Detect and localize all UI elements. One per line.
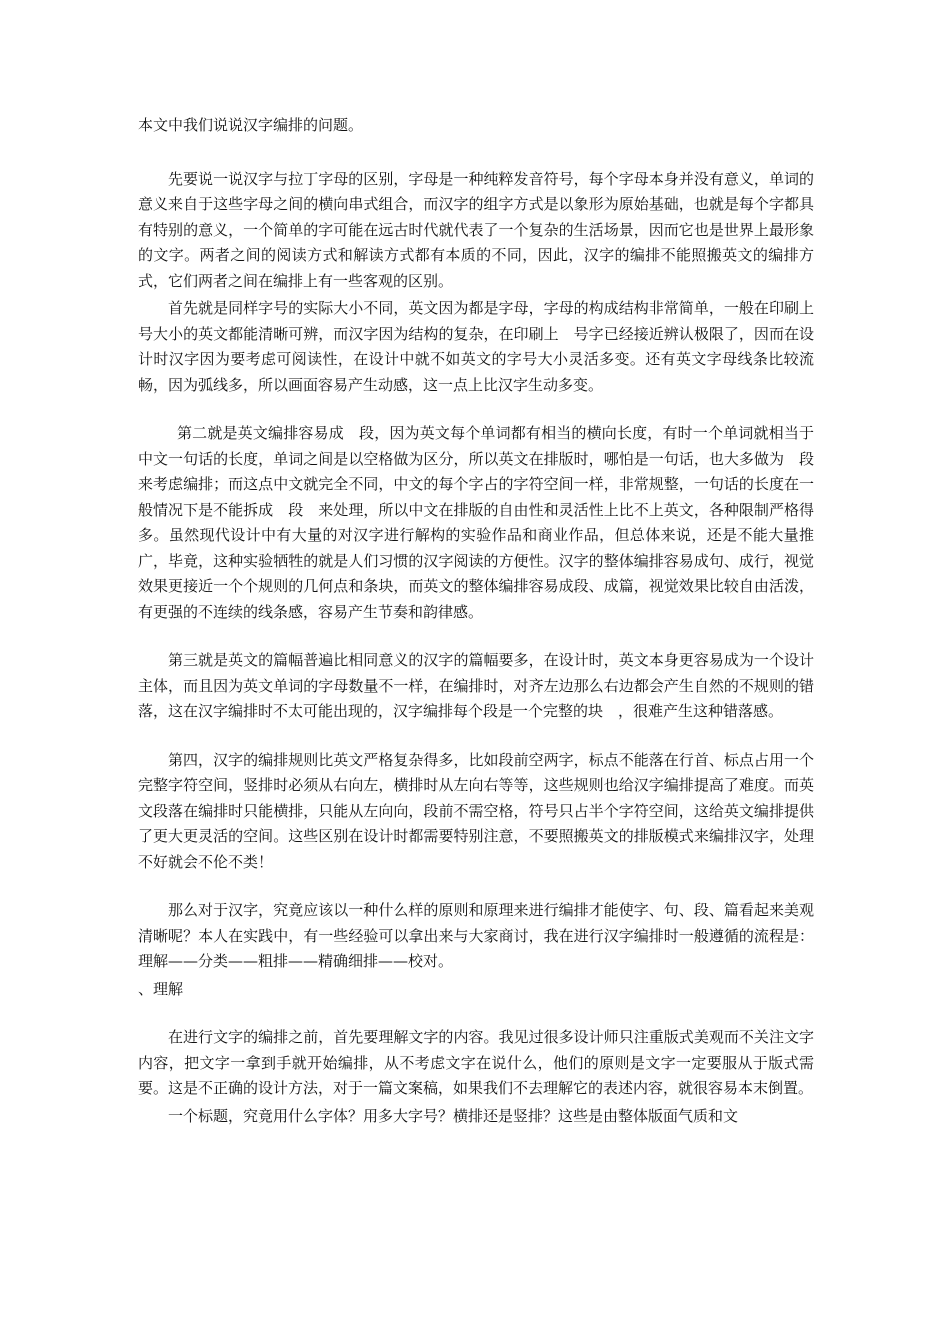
paragraph-second-point: 第二就是英文编排容易成 段，因为英文每个单词都有相当的横向长度，有时一个单词就相当于中文一句话的长度，单词之间是以空格做为区分，所以英文在排版时，哪怕是一句话，也大多做为 段 来考虑编排；而这点中文就完全不同，中文的每个字占的字符空间一样，非常规整，一句话的长度在一般情况下是不能拆成 段 来处理，所以中文在排版的自由性和灵活性上比不上英文，各种限制严格得多。虽然现代设计中有大量的对汉字进行解构的实验作品和商业作品，但总体来说，还是不能大量推广，毕竟，这种实验牺牲的就是人们习惯的汉字阅读的方便性。汉字的整体编排容易成句、成行，视觉效果更接近一个个规则的几何点和条块，而英文的整体编排容易成段、成篇，视觉效果比较自由活泼，有更强的不连续的线条感，容易产生节奏和韵律感。	[138, 424, 830, 621]
section-heading-understanding: 、理解	[138, 979, 184, 998]
paragraph-workflow: 那么对于汉字，究竟应该以一种什么样的原则和原理来进行编排才能使字、句、段、篇看起来美观清晰呢？本人在实践中，有一些经验可以拿出来与大家商讨，我在进行汉字编排时一般遵循的流程是：理解——分类——粗排——精确细排——校对。	[138, 901, 814, 970]
paragraph-understanding: 在进行文字的编排之前，首先要理解文字的内容。我见过很多设计师只注重版式美观而不关注文字内容，把文字一拿到手就开始编排，从不考虑文字在说什么，他们的原则是文字一定要服从于版式需要。这是不正确的设计方法，对于一篇文案稿，如果我们不去理解它的表述内容，就很容易本末倒置。	[138, 1028, 814, 1097]
paragraph-title-question: 一个标题，究竟用什么字体？用多大字号？横排还是竖排？这些是由整体版面气质和文	[168, 1106, 739, 1125]
paragraph-third-point: 第三就是英文的篇幅普遍比相同意义的汉字的篇幅要多，在设计时，英文本身更容易成为一个设计主体，而且因为英文单词的字母数量不一样，在编排时，对齐左边那么右边都会产生自然的不规则的错落，这在汉字编排时不太可能出现的，汉字编排每个段是一个完整的块 ，很难产生这种错落感。	[138, 651, 814, 720]
paragraph-first-point: 首先就是同样字号的实际大小不同，英文因为都是字母，字母的构成结构非常简单，一般在印刷上 号大小的英文都能清晰可辨，而汉字因为结构的复杂，在印刷上 号字已经接近辨认极限了，因而在设计时汉字因为要考虑可阅读性，在设计中就不如英文的字号大小灵活多变。还有英文字母线条比较流畅，因为弧线多，所以画面容易产生动感，这一点上比汉字生动多变。	[138, 299, 830, 394]
paragraph-fourth-point: 第四，汉字的编排规则比英文严格复杂得多，比如段前空两字，标点不能落在行首、标点占用一个完整字符空间，竖排时必须从右向左，横排时从左向右等等，这些规则也给汉字编排提高了难度。而英文段落在编排时只能横排，只能从左向向，段前不需空格，符号只占半个字符空间，这给英文编排提供了更大更灵活的空间。这些区别在设计时都需要特别注意，不要照搬英文的排版模式来编排汉字，处理不好就会不伦不类！	[138, 750, 814, 871]
intro-paragraph: 本文中我们说说汉字编排的问题。	[138, 116, 364, 134]
paragraph-difference: 先要说一说汉字与拉丁字母的区别，字母是一种纯粹发音符号，每个字母本身并没有意义，单词的意义来自于这些字母之间的横向串式组合，而汉字的组字方式是以象形为原始基础，也就是每个字都具有特别的意义，一个简单的字可能在远古时代就代表了一个复杂的生活场景，因而它也是世界上最形象的文字。两者之间的阅读方式和解读方式都有本质的不同，因此，汉字的编排不能照搬英文的编排方式，它们两者之间在编排上有一些客观的区别。	[138, 169, 814, 290]
document-body	[138, 113, 830, 1129]
